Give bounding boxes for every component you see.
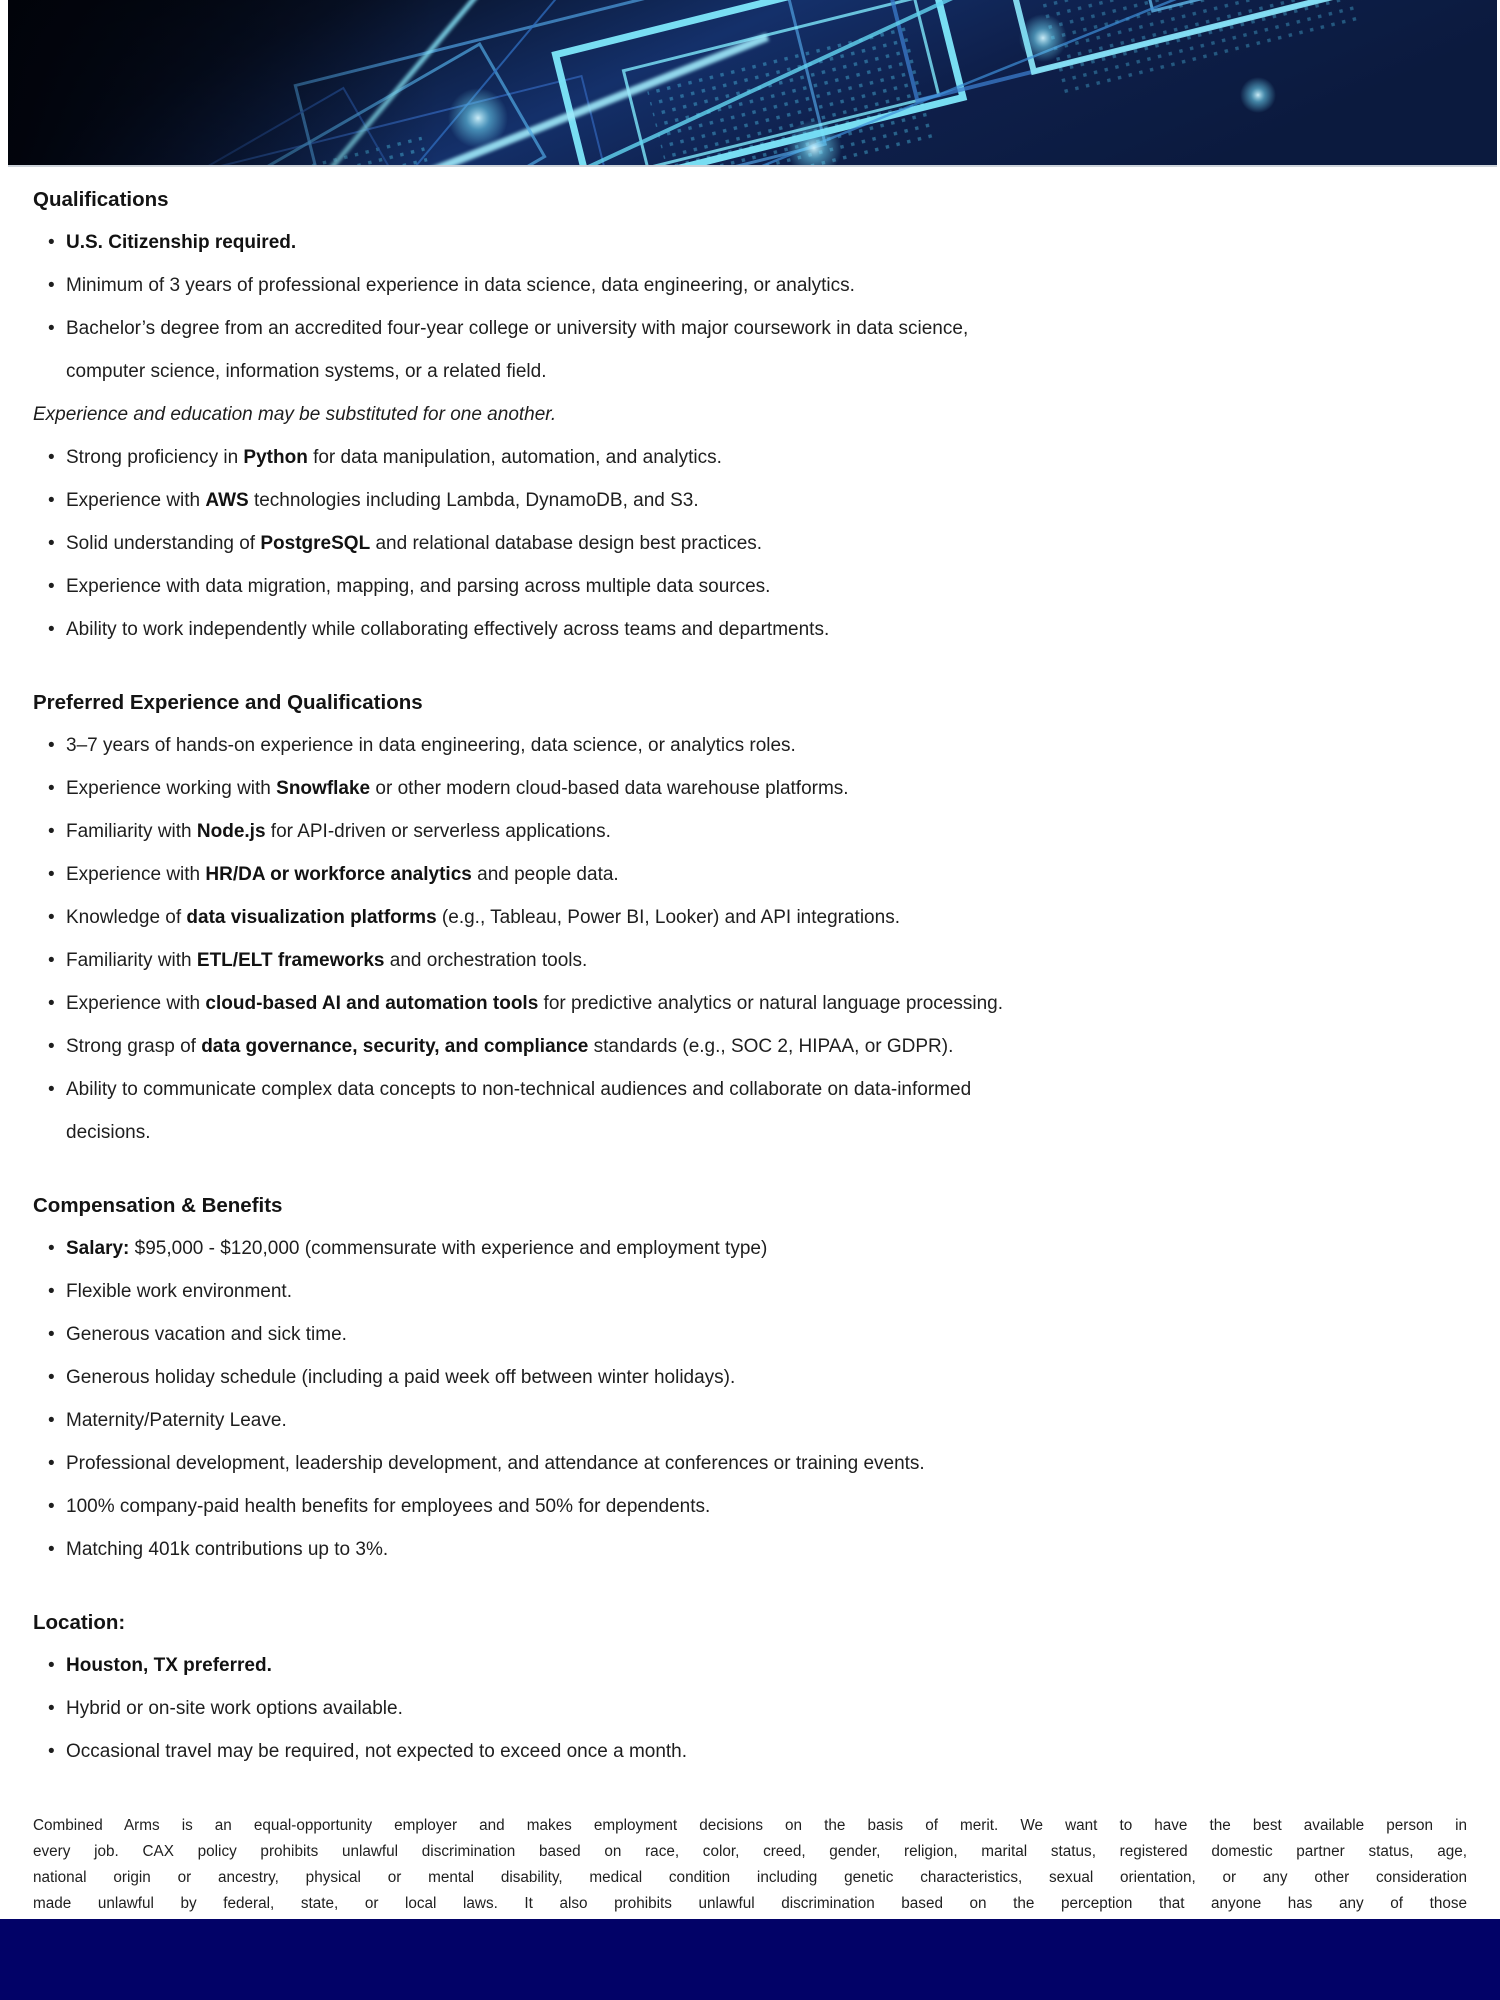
bullet-item: • Experience with cloud-based AI and automation tools for predictive analytics or natural language processing.	[33, 982, 1193, 1025]
section-location	[33, 1601, 1467, 1773]
section-qualifications	[33, 178, 1467, 651]
bullet-item: • Experience with data migration, mapping, and parsing across multiple data sources.	[33, 565, 1193, 608]
bullet-item: • U.S. Citizenship required.	[33, 221, 1193, 264]
section-preferred	[33, 681, 1467, 1154]
bullet-item: • Strong grasp of data governance, security, and compliance standards (e.g., SOC 2, HIPAA, or GDPR).	[33, 1025, 1193, 1068]
bullet-list	[33, 724, 1193, 1154]
bullet-item: • Hybrid or on-site work options available.	[33, 1687, 1193, 1730]
bullet-list	[33, 1644, 1193, 1773]
bullet-item: • Familiarity with ETL/ELT frameworks and orchestration tools.	[33, 939, 1193, 982]
bullet-item: • Salary: $95,000 - $120,000 (commensurate with experience and employment type)	[33, 1227, 1193, 1270]
bullet-list	[33, 1227, 1193, 1571]
bullet-item: • Ability to work independently while collaborating effectively across teams and departments.	[33, 608, 1193, 651]
job-posting-content	[33, 168, 1467, 1969]
bullet-item: • Familiarity with Node.js for API-driven or serverless applications.	[33, 810, 1193, 853]
bullet-item: • Minimum of 3 years of professional experience in data science, data engineering, or analytics.	[33, 264, 1193, 307]
tech-circuit-banner-image	[8, 0, 1497, 165]
disclaimer-line: made unlawful by federal, state, or local laws. It also prohibits unlawful discrimination based on the perception that anyone has any of those	[33, 1895, 1467, 1912]
disclaimer-line: Combined Arms is an equal-opportunity employer and makes employment decisions on the basis of merit. We want to have the best available person in	[33, 1817, 1467, 1834]
bullet-item: • Generous holiday schedule (including a paid week off between winter holidays).	[33, 1356, 1193, 1399]
bullet-item: • Solid understanding of PostgreSQL and relational database design best practices.	[33, 522, 1193, 565]
section-heading: Qualifications	[33, 188, 169, 211]
bullet-item: • Bachelor’s degree from an accredited four-year college or university with major coursework in data science, computer science, information systems, or a related field.	[33, 307, 1193, 393]
bullet-item: • Houston, TX preferred.	[33, 1644, 1193, 1687]
section-heading: Compensation & Benefits	[33, 1194, 283, 1217]
bullet-item: • Knowledge of data visualization platforms (e.g., Tableau, Power BI, Looker) and API integrations.	[33, 896, 1193, 939]
section-heading: Preferred Experience and Qualifications	[33, 691, 423, 714]
section-compensation	[33, 1184, 1467, 1571]
bullet-item: • 100% company-paid health benefits for employees and 50% for dependents.	[33, 1485, 1193, 1528]
footer-bar	[0, 1919, 1500, 2000]
bullet-item: • Ability to communicate complex data concepts to non-technical audiences and collaborate on data-informed decisions.	[33, 1068, 1193, 1154]
bullet-list	[33, 436, 1193, 651]
bullet-item: • Strong proficiency in Python for data manipulation, automation, and analytics.	[33, 436, 1193, 479]
disclaimer-line: national origin or ancestry, physical or mental disability, medical condition including genetic characteristics, sexual orientation, or any other consideration	[33, 1869, 1467, 1886]
bullet-item: • Matching 401k contributions up to 3%.	[33, 1528, 1193, 1571]
disclaimer-line: every job. CAX policy prohibits unlawful discrimination based on race, color, creed, gender, religion, marital status, registered domestic partner status, age,	[33, 1843, 1467, 1860]
bullet-list	[33, 221, 1193, 393]
sections	[33, 178, 1467, 1773]
bullet-item: • Flexible work environment.	[33, 1270, 1193, 1313]
bullet-item: • Experience working with Snowflake or other modern cloud-based data warehouse platforms.	[33, 767, 1193, 810]
bullet-item: • Occasional travel may be required, not expected to exceed once a month.	[33, 1730, 1193, 1773]
tech-circuit-banner	[8, 0, 1497, 167]
section-heading: Location:	[33, 1611, 126, 1634]
bullet-item: • Professional development, leadership development, and attendance at conferences or training events.	[33, 1442, 1193, 1485]
note-text: Experience and education may be substituted for one another.	[33, 404, 557, 425]
bullet-item: • Experience with AWS technologies including Lambda, DynamoDB, and S3.	[33, 479, 1193, 522]
bullet-item: • Generous vacation and sick time.	[33, 1313, 1193, 1356]
bullet-item: • 3–7 years of hands-on experience in data engineering, data science, or analytics roles.	[33, 724, 1193, 767]
bullet-item: • Experience with HR/DA or workforce analytics and people data.	[33, 853, 1193, 896]
bullet-item: • Maternity/Paternity Leave.	[33, 1399, 1193, 1442]
